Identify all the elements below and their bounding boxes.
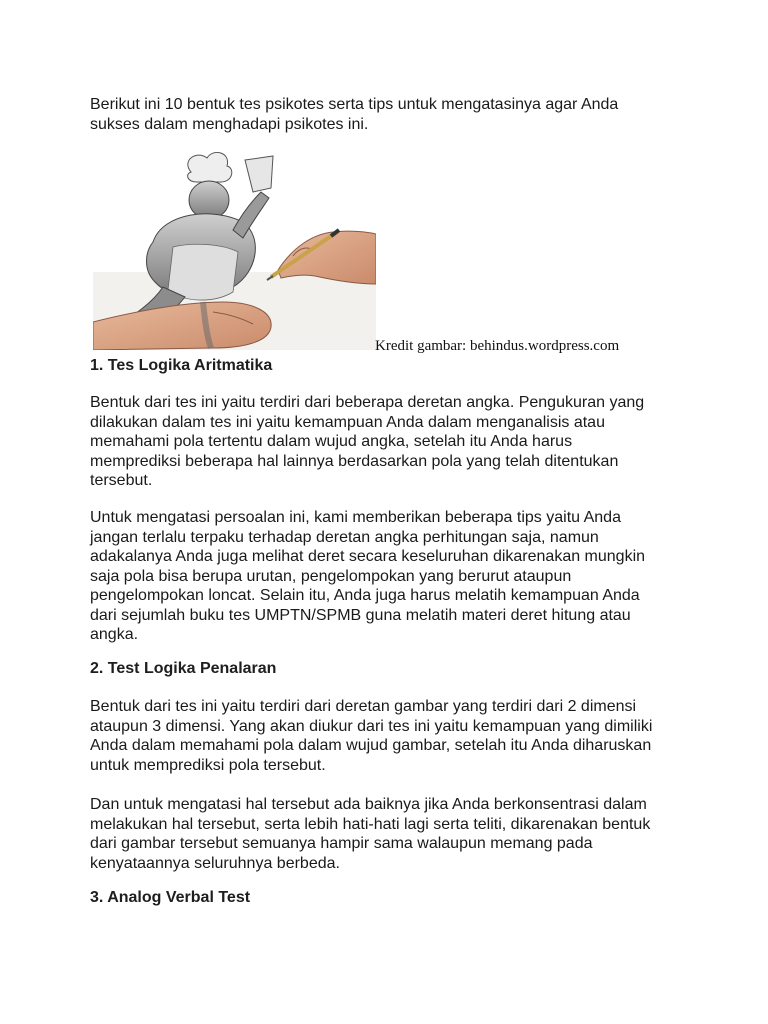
intro-line: sukses dalam menghadapi psikotes ini. [90, 115, 369, 133]
image-credit-caption: Kredit gambar: behindus.wordpress.com [375, 338, 620, 354]
text-line: ataupun 3 dimensi. Yang akan diukur dari tes ini yaitu kemampuan yang dimiliki [90, 717, 653, 735]
text-line: memahami pola tertentu dalam wujud angka, setelah itu Anda harus [90, 433, 573, 450]
text-line: jangan terlalu terpaku terhadap deretan angka perhitungan saja, namun [90, 528, 599, 546]
text-line: Anda dalam memahami pola dalam wujud gambar, setelah itu Anda diharuskan [90, 737, 652, 754]
text-line: angka. [90, 626, 139, 643]
text-line: saja pola bisa berupa urutan, pengelompokan yang berurut ataupun [90, 567, 572, 585]
text-line: adakalanya Anda juga melihat deret secara keseluruhan dikarenakan mungkin [90, 548, 646, 565]
intro-paragraph [90, 95, 690, 134]
text-line: melakukan hal tersebut, serta lebih hati-hati lagi serta teliti, dikarenakan bentuk [90, 815, 651, 833]
illustration-svg [93, 152, 376, 350]
text-line: tersebut. [90, 472, 153, 489]
section-paragraph [90, 697, 690, 775]
section-paragraph [90, 795, 690, 873]
section-heading: 3. Analog Verbal Test [90, 889, 251, 906]
drawing-hands-illustration [93, 152, 376, 350]
text-line: kenyataannya seluruhnya berbeda. [90, 854, 340, 872]
text-line: Bentuk dari tes ini yaitu terdiri dari deretan gambar yang terdiri dari 2 dimensi [90, 698, 637, 715]
section-paragraph [90, 393, 690, 491]
text-line: dari sejumlah buku tes UMPTN/SPMB guna melatih materi deret hitung atau [90, 606, 631, 624]
section-heading: 1. Tes Logika Aritmatika [90, 357, 273, 374]
text-line: Untuk mengatasi persoalan ini, kami memberikan beberapa tips yaitu Anda [90, 509, 621, 526]
text-line: memprediksi beberapa hal lainnya berdasarkan pola yang telah ditentukan [90, 452, 619, 470]
text-line: Dan untuk mengatasi hal tersebut ada baiknya jika Anda berkonsentrasi dalam [90, 796, 647, 813]
text-line: pengelompokan loncat. Selain itu, Anda juga harus melatih kemampuan Anda [90, 587, 640, 604]
intro-line: Berikut ini 10 bentuk tes psikotes serta tips untuk mengatasinya agar Anda [90, 96, 619, 113]
text-line: dari gambar tersebut semuanya hampir sama walaupun memang pada [90, 835, 593, 852]
section-paragraph [90, 508, 690, 645]
text-line: dilakukan dalam tes ini yaitu kemampuan Anda dalam menganalisis atau [90, 413, 605, 431]
text-line: untuk memprediksi pola tersebut. [90, 756, 326, 774]
section-heading: 2. Test Logika Penalaran [90, 660, 277, 677]
text-line: Bentuk dari tes ini yaitu terdiri dari beberapa deretan angka. Pengukuran yang [90, 394, 645, 411]
